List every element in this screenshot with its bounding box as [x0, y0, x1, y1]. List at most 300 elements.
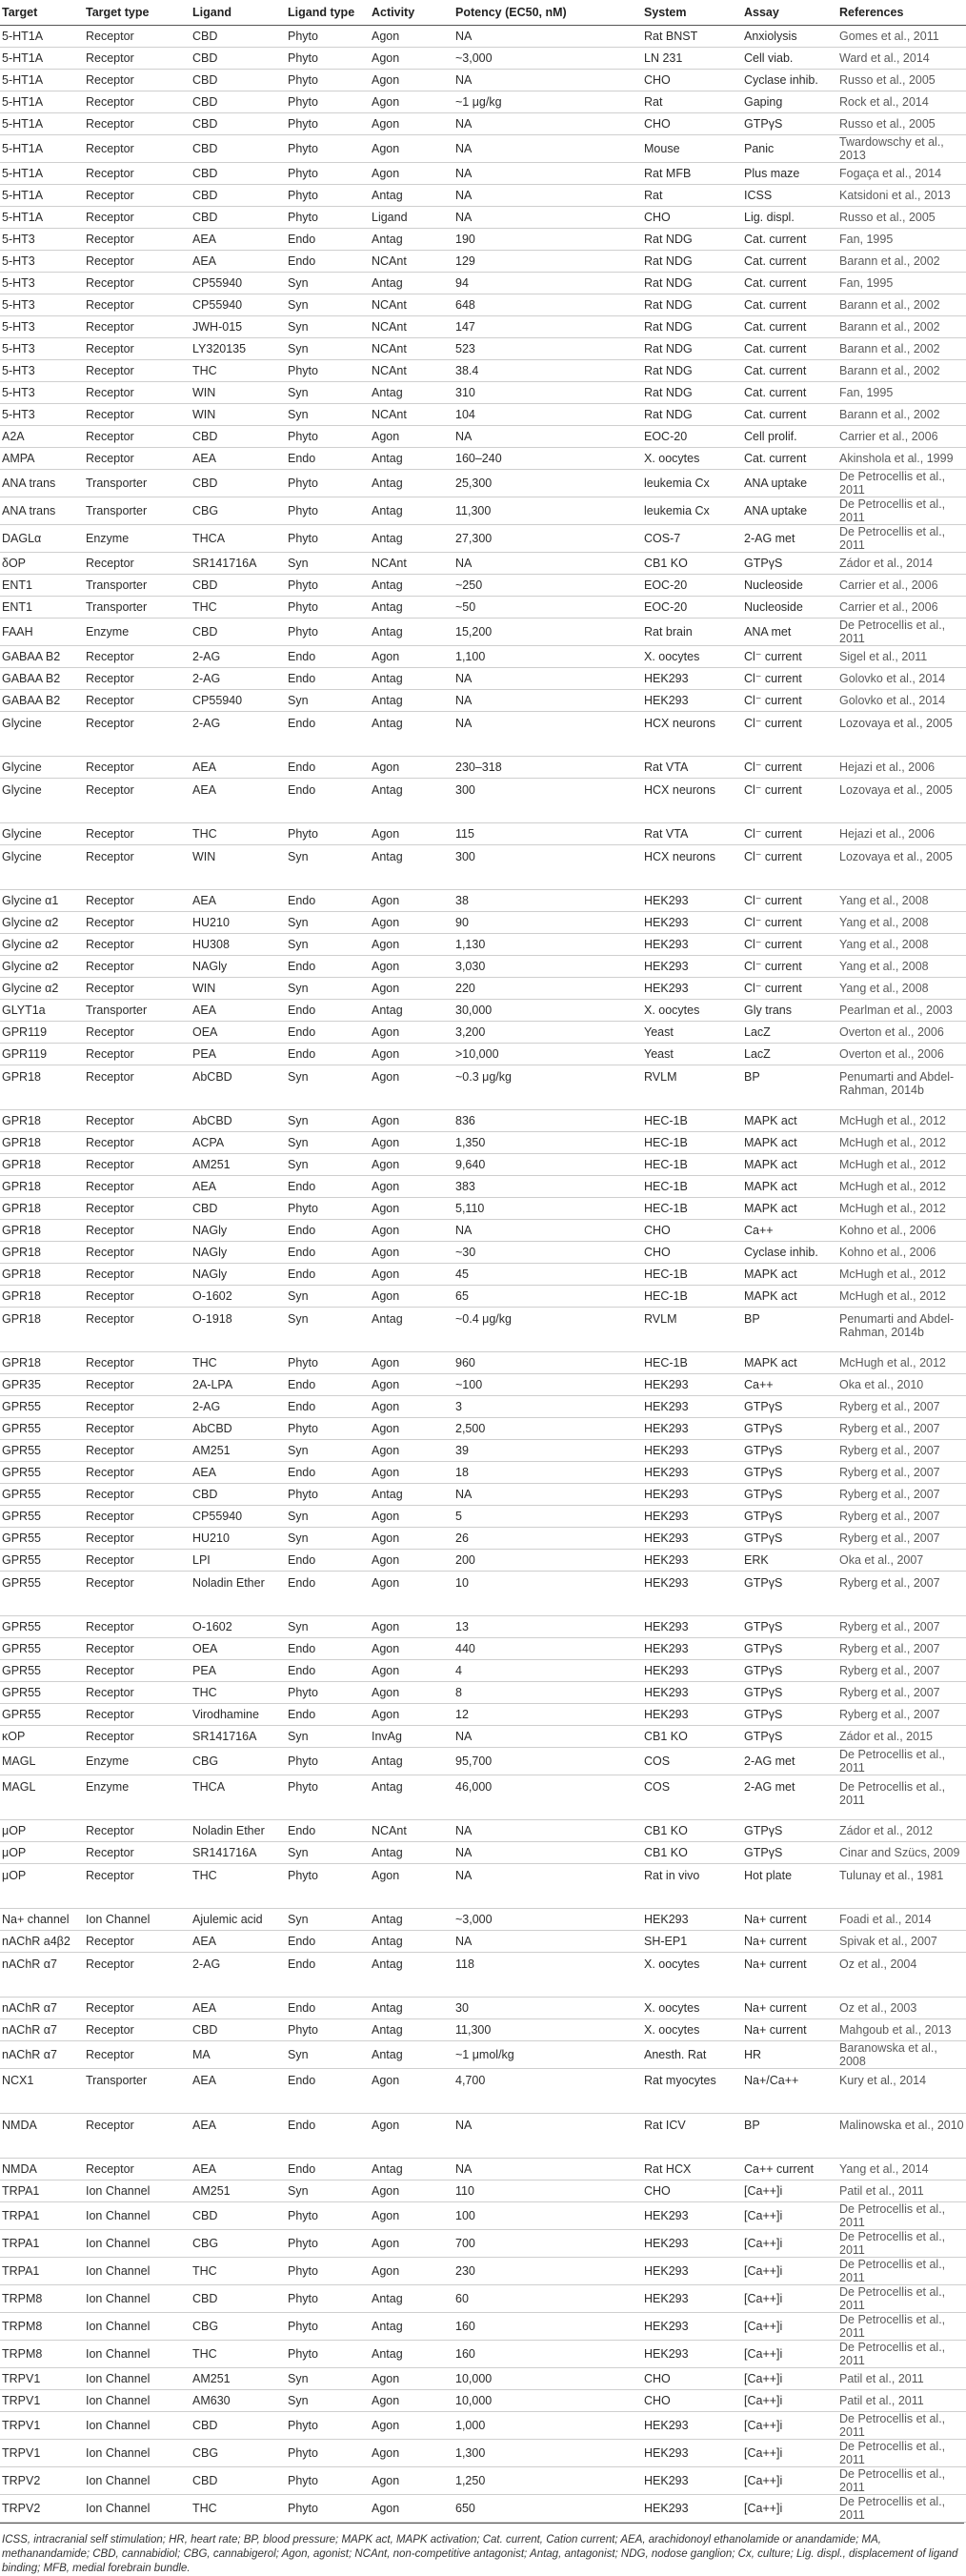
cell-system: HEK293 — [644, 1909, 744, 1931]
cell-activity: Agon — [372, 2412, 455, 2440]
table-row — [0, 1931, 966, 1953]
cell-ligand: SR141716A — [192, 553, 288, 575]
cell-target: nAChR α7 — [0, 2041, 86, 2069]
cell-ligand: CBD — [192, 2467, 288, 2495]
cell-ligand-type: Syn — [288, 1154, 372, 1176]
cell-activity: Agon — [372, 646, 455, 668]
cell-system: X. oocytes — [644, 448, 744, 470]
cell-ligand: AEA — [192, 1000, 288, 1022]
cell-assay: BP — [744, 2114, 839, 2159]
table-row — [0, 1506, 966, 1528]
cell-activity: Agon — [372, 2202, 455, 2230]
table-row — [0, 1440, 966, 1462]
cell-target: nAChR α7 — [0, 2019, 86, 2041]
cell-system: Rat MFB — [644, 163, 744, 185]
cell-activity: Agon — [372, 757, 455, 779]
cell-ligand-type: Phyto — [288, 113, 372, 135]
cell-target: ENT1 — [0, 597, 86, 619]
cell-target: NMDA — [0, 2159, 86, 2180]
cell-reference: Ryberg et al., 2007 — [839, 1484, 966, 1506]
cell-potency: 38.4 — [455, 360, 644, 382]
cell-system: HEK293 — [644, 1462, 744, 1484]
cell-ligand-type: Phyto — [288, 525, 372, 553]
cell-ligand: CP55940 — [192, 690, 288, 712]
cell-target-type: Receptor — [86, 91, 192, 113]
cell-potency: ~3,000 — [455, 48, 644, 70]
cell-activity: Agon — [372, 934, 455, 956]
cell-target: Glycine α2 — [0, 978, 86, 1000]
cell-target: GPR55 — [0, 1550, 86, 1572]
cell-assay: Na+ current — [744, 1931, 839, 1953]
cell-assay: [Ca++]i — [744, 2467, 839, 2495]
cell-assay: Cat. current — [744, 251, 839, 273]
cell-ligand-type: Syn — [288, 2390, 372, 2412]
cell-target: GABAA B2 — [0, 646, 86, 668]
cell-potency: 30,000 — [455, 1000, 644, 1022]
cell-target-type: Receptor — [86, 1132, 192, 1154]
table-row — [0, 2313, 966, 2341]
cell-target: 5-HT1A — [0, 207, 86, 229]
table-row — [0, 294, 966, 316]
cell-ligand-type: Endo — [288, 779, 372, 823]
table-body — [0, 26, 966, 2523]
cell-potency: 60 — [455, 2285, 644, 2313]
cell-target: nAChR a4β2 — [0, 1931, 86, 1953]
cell-potency: 160 — [455, 2313, 644, 2341]
cell-ligand-type: Endo — [288, 1998, 372, 2019]
cell-target-type: Receptor — [86, 553, 192, 575]
cell-potency: 440 — [455, 1638, 644, 1660]
cell-reference: Mahgoub et al., 2013 — [839, 2019, 966, 2041]
cell-activity: Antag — [372, 575, 455, 597]
cell-assay: Cat. current — [744, 360, 839, 382]
cell-activity: Agon — [372, 1132, 455, 1154]
cell-ligand-type: Endo — [288, 1638, 372, 1660]
cell-reference: Malinowska et al., 2010 — [839, 2114, 966, 2159]
cell-activity: Antag — [372, 845, 455, 890]
cell-target: Glycine — [0, 823, 86, 845]
cell-assay: Ca++ current — [744, 2159, 839, 2180]
cell-potency: 104 — [455, 404, 644, 426]
cell-reference: Lozovaya et al., 2005 — [839, 845, 966, 890]
cell-potency: 8 — [455, 1682, 644, 1704]
cell-reference: Yang et al., 2008 — [839, 934, 966, 956]
cell-ligand: THC — [192, 597, 288, 619]
cell-potency: 4 — [455, 1660, 644, 1682]
cell-reference: Patil et al., 2011 — [839, 2390, 966, 2412]
cell-activity: Antag — [372, 1931, 455, 1953]
cell-reference: Katsidoni et al., 2013 — [839, 185, 966, 207]
cell-target-type: Receptor — [86, 1065, 192, 1110]
cell-target: TRPV1 — [0, 2440, 86, 2467]
cell-target-type: Ion Channel — [86, 2341, 192, 2368]
cell-target-type: Receptor — [86, 1572, 192, 1616]
cell-system: HEK293 — [644, 2313, 744, 2341]
table-row — [0, 185, 966, 207]
cell-reference: McHugh et al., 2012 — [839, 1198, 966, 1220]
cell-assay: Gaping — [744, 91, 839, 113]
cell-assay: [Ca++]i — [744, 2390, 839, 2412]
cell-target-type: Receptor — [86, 890, 192, 912]
cell-assay: [Ca++]i — [744, 2285, 839, 2313]
cell-ligand-type: Endo — [288, 1396, 372, 1418]
table-row — [0, 525, 966, 553]
cell-potency: 230 — [455, 2258, 644, 2285]
cell-activity: Antag — [372, 448, 455, 470]
cell-assay: GTPγS — [744, 1820, 839, 1842]
cell-system: HCX neurons — [644, 779, 744, 823]
cell-potency: 115 — [455, 823, 644, 845]
cell-activity: Agon — [372, 1660, 455, 1682]
cell-activity: NCAnt — [372, 1820, 455, 1842]
cell-ligand: AEA — [192, 1462, 288, 1484]
cell-reference: Ryberg et al., 2007 — [839, 1440, 966, 1462]
cell-system: HEK293 — [644, 1506, 744, 1528]
cell-activity: Agon — [372, 1418, 455, 1440]
cell-reference: Zádor et al., 2012 — [839, 1820, 966, 1842]
cell-potency: 18 — [455, 1462, 644, 1484]
cell-assay: Plus maze — [744, 163, 839, 185]
cell-assay: HR — [744, 2041, 839, 2069]
cell-ligand: CBD — [192, 135, 288, 163]
cell-ligand: NAGly — [192, 1242, 288, 1264]
table-row — [0, 1308, 966, 1352]
cell-assay: Cl⁻ current — [744, 890, 839, 912]
table-row — [0, 2495, 966, 2523]
cell-potency: 1,100 — [455, 646, 644, 668]
cell-reference: Golovko et al., 2014 — [839, 668, 966, 690]
cell-ligand: AM630 — [192, 2390, 288, 2412]
cell-assay: MAPK act — [744, 1110, 839, 1132]
cell-potency: 300 — [455, 779, 644, 823]
cell-system: HEK293 — [644, 1682, 744, 1704]
cell-ligand: CBD — [192, 1484, 288, 1506]
cell-target-type: Transporter — [86, 575, 192, 597]
cell-target-type: Ion Channel — [86, 2495, 192, 2523]
cell-assay: GTPγS — [744, 1528, 839, 1550]
cell-ligand: THC — [192, 360, 288, 382]
cell-potency: 1,250 — [455, 2467, 644, 2495]
cell-activity: Agon — [372, 1528, 455, 1550]
cell-potency: NA — [455, 2159, 644, 2180]
table-row — [0, 1726, 966, 1748]
cell-ligand: AEA — [192, 251, 288, 273]
cell-activity: Antag — [372, 1842, 455, 1864]
cell-target: 5-HT3 — [0, 360, 86, 382]
cell-system: HEK293 — [644, 1396, 744, 1418]
cell-ligand: THC — [192, 2258, 288, 2285]
cell-ligand-type: Syn — [288, 1528, 372, 1550]
cell-target: GPR55 — [0, 1506, 86, 1528]
cell-assay: BP — [744, 1308, 839, 1352]
cell-ligand-type: Syn — [288, 2368, 372, 2390]
cell-assay: Cl⁻ current — [744, 845, 839, 890]
cell-target-type: Ion Channel — [86, 2180, 192, 2202]
cell-reference: Barann et al., 2002 — [839, 316, 966, 338]
cell-ligand-type: Endo — [288, 1931, 372, 1953]
cell-ligand-type: Phyto — [288, 2495, 372, 2523]
cell-ligand: HU308 — [192, 934, 288, 956]
cell-reference: Fan, 1995 — [839, 273, 966, 294]
cell-system: Rat NDG — [644, 382, 744, 404]
cell-activity: Agon — [372, 2390, 455, 2412]
cell-assay: GTPγS — [744, 1638, 839, 1660]
table-row — [0, 2258, 966, 2285]
cell-system: HEK293 — [644, 2230, 744, 2258]
cell-assay: Cl⁻ current — [744, 712, 839, 757]
cell-reference: Twardowschy et al., 2013 — [839, 135, 966, 163]
cell-target-type: Receptor — [86, 712, 192, 757]
cell-target-type: Receptor — [86, 113, 192, 135]
cell-ligand-type: Syn — [288, 1909, 372, 1931]
cell-assay: Panic — [744, 135, 839, 163]
cell-target-type: Receptor — [86, 1308, 192, 1352]
cell-reference: De Petrocellis et al., 2011 — [839, 2467, 966, 2495]
cell-system: Rat ICV — [644, 2114, 744, 2159]
table-row — [0, 251, 966, 273]
cell-reference: De Petrocellis et al., 2011 — [839, 525, 966, 553]
table-row — [0, 690, 966, 712]
cell-target-type: Receptor — [86, 1638, 192, 1660]
cell-target-type: Receptor — [86, 163, 192, 185]
cell-system: HEC-1B — [644, 1198, 744, 1220]
cell-ligand-type: Syn — [288, 978, 372, 1000]
cell-assay: Cat. current — [744, 448, 839, 470]
cell-system: X. oocytes — [644, 1000, 744, 1022]
cell-target-type: Receptor — [86, 1176, 192, 1198]
cell-assay: Anxiolysis — [744, 26, 839, 48]
table-row — [0, 1154, 966, 1176]
cell-system: HEK293 — [644, 2341, 744, 2368]
cell-assay: Na+ current — [744, 1998, 839, 2019]
cell-activity: Agon — [372, 1864, 455, 1909]
cell-target-type: Receptor — [86, 1616, 192, 1638]
cell-activity: Antag — [372, 1909, 455, 1931]
cell-activity: Antag — [372, 1775, 455, 1820]
table-row — [0, 2114, 966, 2159]
cell-system: HEK293 — [644, 2412, 744, 2440]
table-row — [0, 2230, 966, 2258]
cell-assay: Nucleoside — [744, 575, 839, 597]
cell-system: HEK293 — [644, 1418, 744, 1440]
cell-target: TRPA1 — [0, 2230, 86, 2258]
cell-target-type: Receptor — [86, 1264, 192, 1286]
cell-potency: 10,000 — [455, 2368, 644, 2390]
cell-ligand: NAGly — [192, 1264, 288, 1286]
cell-ligand-type: Syn — [288, 1110, 372, 1132]
cell-reference: Fogaça et al., 2014 — [839, 163, 966, 185]
table-row — [0, 956, 966, 978]
cell-potency: 160 — [455, 2341, 644, 2368]
cell-system: HEC-1B — [644, 1110, 744, 1132]
cell-ligand: AbCBD — [192, 1065, 288, 1110]
cell-potency: NA — [455, 1931, 644, 1953]
cell-ligand: CBD — [192, 1198, 288, 1220]
cell-potency: 129 — [455, 251, 644, 273]
cell-target: AMPA — [0, 448, 86, 470]
cell-assay: 2-AG met — [744, 525, 839, 553]
cell-assay: Na+/Ca++ — [744, 2069, 839, 2114]
cell-system: CB1 KO — [644, 1820, 744, 1842]
cell-ligand: CBD — [192, 426, 288, 448]
cell-potency: 11,300 — [455, 497, 644, 525]
cell-ligand-type: Phyto — [288, 1198, 372, 1220]
cell-reference: Russo et al., 2005 — [839, 207, 966, 229]
table-row — [0, 1820, 966, 1842]
cell-ligand-type: Syn — [288, 338, 372, 360]
cell-assay: [Ca++]i — [744, 2313, 839, 2341]
cell-assay: Cl⁻ current — [744, 823, 839, 845]
table-row — [0, 1220, 966, 1242]
cell-ligand: AEA — [192, 757, 288, 779]
cell-activity: InvAg — [372, 1726, 455, 1748]
cell-ligand-type: Syn — [288, 2180, 372, 2202]
cell-ligand-type: Endo — [288, 1264, 372, 1286]
cell-ligand: CBG — [192, 2230, 288, 2258]
cell-target: 5-HT3 — [0, 382, 86, 404]
cell-ligand: CBD — [192, 26, 288, 48]
cell-system: Rat NDG — [644, 229, 744, 251]
cell-ligand: CBD — [192, 619, 288, 646]
cell-reference: Ryberg et al., 2007 — [839, 1682, 966, 1704]
cell-target: GPR18 — [0, 1198, 86, 1220]
cell-system: Anesth. Rat — [644, 2041, 744, 2069]
cell-ligand: CBG — [192, 1748, 288, 1775]
cell-target-type: Receptor — [86, 1374, 192, 1396]
cell-assay: Cat. current — [744, 229, 839, 251]
table-row — [0, 2341, 966, 2368]
cell-reference: Ryberg et al., 2007 — [839, 1660, 966, 1682]
cell-target-type: Receptor — [86, 1044, 192, 1065]
cell-assay: Cell prolif. — [744, 426, 839, 448]
cell-system: Rat NDG — [644, 294, 744, 316]
table-row — [0, 2202, 966, 2230]
cell-system: Rat BNST — [644, 26, 744, 48]
table-row — [0, 1864, 966, 1909]
cell-assay: Cat. current — [744, 273, 839, 294]
cell-reference: Sigel et al., 2011 — [839, 646, 966, 668]
cell-target-type: Receptor — [86, 1660, 192, 1682]
cell-ligand-type: Phyto — [288, 185, 372, 207]
cell-target: GPR55 — [0, 1396, 86, 1418]
cell-ligand-type: Syn — [288, 382, 372, 404]
cell-target: GPR55 — [0, 1638, 86, 1660]
cell-target: GPR35 — [0, 1374, 86, 1396]
cell-reference: Hejazi et al., 2006 — [839, 823, 966, 845]
cell-activity: Antag — [372, 497, 455, 525]
cell-target-type: Receptor — [86, 1953, 192, 1998]
cell-assay: GTPγS — [744, 1726, 839, 1748]
cell-ligand-type: Phyto — [288, 470, 372, 497]
cell-reference: De Petrocellis et al., 2011 — [839, 1775, 966, 1820]
cell-ligand: CBD — [192, 113, 288, 135]
cell-target: GPR55 — [0, 1616, 86, 1638]
cell-system: HEK293 — [644, 2258, 744, 2285]
cell-ligand: CBD — [192, 2019, 288, 2041]
table-row — [0, 1176, 966, 1198]
cell-ligand-type: Endo — [288, 1820, 372, 1842]
cell-potency: 110 — [455, 2180, 644, 2202]
cell-assay: Cl⁻ current — [744, 912, 839, 934]
cell-activity: Agon — [372, 2440, 455, 2467]
table-row — [0, 2041, 966, 2069]
cell-ligand: CBG — [192, 497, 288, 525]
cell-potency: 5 — [455, 1506, 644, 1528]
cell-ligand-type: Phyto — [288, 1864, 372, 1909]
cell-target-type: Receptor — [86, 978, 192, 1000]
cell-ligand: NAGly — [192, 1220, 288, 1242]
cell-ligand-type: Phyto — [288, 2313, 372, 2341]
cell-ligand: THC — [192, 823, 288, 845]
cell-ligand: 2-AG — [192, 1953, 288, 1998]
col-header-target: Target — [0, 0, 86, 26]
cell-activity: Antag — [372, 597, 455, 619]
cell-target-type: Ion Channel — [86, 2230, 192, 2258]
cell-assay: [Ca++]i — [744, 2180, 839, 2202]
cell-ligand-type: Phyto — [288, 2230, 372, 2258]
cell-ligand-type: Syn — [288, 845, 372, 890]
cell-system: EOC-20 — [644, 426, 744, 448]
cell-reference: Ryberg et al., 2007 — [839, 1616, 966, 1638]
cell-activity: Agon — [372, 1022, 455, 1044]
cell-system: COS — [644, 1775, 744, 1820]
cell-system: Yeast — [644, 1022, 744, 1044]
cell-ligand-type: Endo — [288, 1462, 372, 1484]
cell-reference: Barann et al., 2002 — [839, 294, 966, 316]
table-row — [0, 26, 966, 48]
cell-potency: 147 — [455, 316, 644, 338]
cell-target-type: Receptor — [86, 1022, 192, 1044]
cell-system: HEK293 — [644, 890, 744, 912]
cell-system: Yeast — [644, 1044, 744, 1065]
cell-potency: NA — [455, 185, 644, 207]
col-header-system: System — [644, 0, 744, 26]
cell-ligand-type: Phyto — [288, 1748, 372, 1775]
cell-system: HEK293 — [644, 956, 744, 978]
cell-ligand-type: Phyto — [288, 70, 372, 91]
cell-potency: 30 — [455, 1998, 644, 2019]
cell-target: GPR55 — [0, 1572, 86, 1616]
cell-target: 5-HT3 — [0, 294, 86, 316]
cell-target-type: Transporter — [86, 497, 192, 525]
cell-target: TRPV2 — [0, 2467, 86, 2495]
cell-potency: 10 — [455, 1572, 644, 1616]
cell-system: COS-7 — [644, 525, 744, 553]
cell-potency: 1,300 — [455, 2440, 644, 2467]
cell-potency: 45 — [455, 1264, 644, 1286]
cell-target-type: Receptor — [86, 251, 192, 273]
table-row — [0, 1198, 966, 1220]
cell-assay: MAPK act — [744, 1352, 839, 1374]
cell-potency: 523 — [455, 338, 644, 360]
cell-system: HEK293 — [644, 1572, 744, 1616]
table-row — [0, 448, 966, 470]
cell-target: GPR18 — [0, 1286, 86, 1308]
table-row — [0, 823, 966, 845]
cell-target: GPR18 — [0, 1065, 86, 1110]
cell-activity: Agon — [372, 1110, 455, 1132]
cell-target: GPR18 — [0, 1264, 86, 1286]
cell-target: GPR55 — [0, 1660, 86, 1682]
cell-target-type: Ion Channel — [86, 2412, 192, 2440]
cell-ligand-type: Syn — [288, 2041, 372, 2069]
cell-system: leukemia Cx — [644, 497, 744, 525]
cell-system: EOC-20 — [644, 575, 744, 597]
cell-ligand: HU210 — [192, 1528, 288, 1550]
cell-activity: Agon — [372, 1044, 455, 1065]
cell-ligand: AM251 — [192, 2180, 288, 2202]
cell-target: 5-HT1A — [0, 48, 86, 70]
